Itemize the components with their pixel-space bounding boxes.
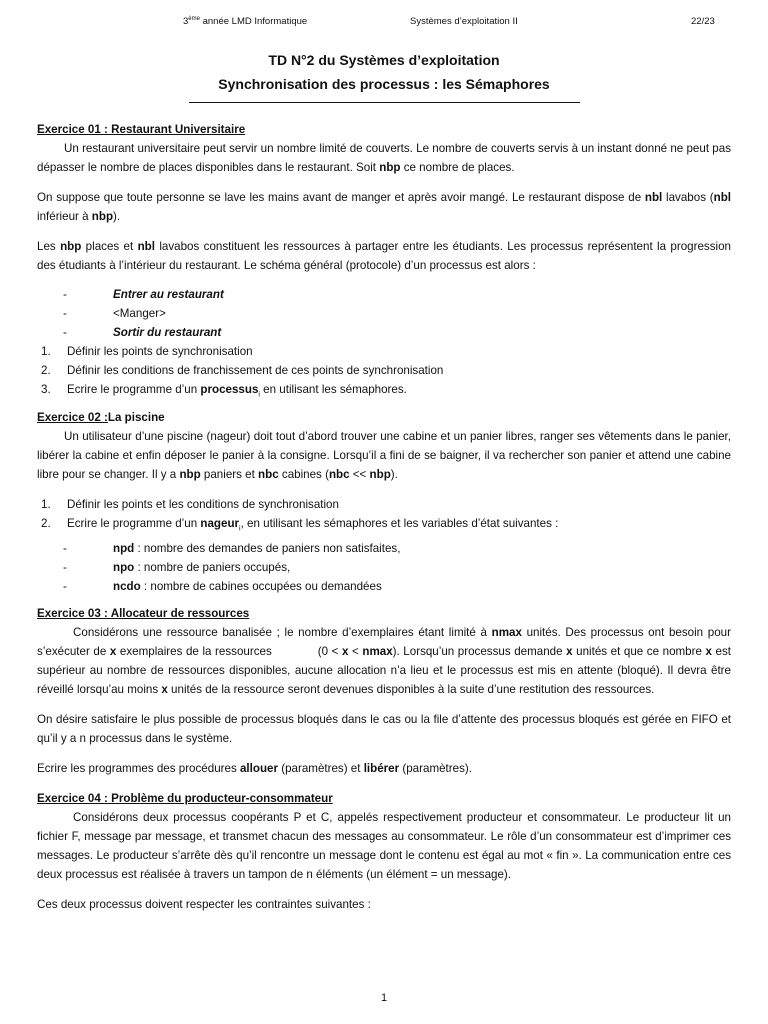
- header-year: 22/23: [691, 16, 715, 27]
- list-item: - npo : nombre de paniers occupés,: [63, 560, 291, 574]
- exercise-3-paragraph-2: On désire satisfaire le plus possible de processus bloqués dans le cas ou la file d’attente des processus bloqués est gérée en FIFO et qu’il y a n processus dans le système.: [37, 712, 731, 745]
- list-item: - ncdo : nombre de cabines occupées ou demandées: [63, 579, 382, 593]
- exercise-1-paragraph-3: Les nbp places et nbl lavabos constituent les ressources à partager entre les étudiants. Les processus représentent la progression des étudiants à l’intérieur du restaurant. Le schéma général (protocole) d’un processus est alors :: [37, 240, 731, 272]
- page-number: 1: [380, 992, 388, 1004]
- document-subtitle: Synchronisation des processus : les Sémaphores: [218, 76, 550, 92]
- list-item: - Sortir du restaurant: [63, 326, 222, 339]
- list-item: - <Manger>: [63, 307, 166, 320]
- list-item: - npd : nombre des demandes de paniers non satisfaites,: [63, 541, 401, 555]
- list-item: 2. Définir les conditions de franchissement de ces points de synchronisation: [41, 364, 444, 377]
- list-item: 1. Définir les points et les conditions de synchronisation: [41, 498, 339, 512]
- exercise-3-paragraph-1: Considérons une ressource banalisée ; le nombre d’exemplaires étant limité à nmax unités. Des processus ont besoin pour s’exécuter de x exemplaires de la ressources (0 < x < nmax). Lorsqu’un processus demande x unités et que ce nombre x est supérieur au nombre de ressources disponibles, aucune allocation n’a lieu et le processus est mis en attente (bloqué). Il devra être réveillé lorsqu’au moins x unités de la ressource seront devenues disponibles à la suite d’une restitution des ressources.: [37, 625, 732, 696]
- list-item: 3. Ecrire le programme d’un processus$_i$ en utilisant les sémaphores.: [41, 383, 407, 399]
- list-item: - Entrer au restaurant: [63, 288, 224, 301]
- document-body: [37, 120, 731, 914]
- header-course: 3ème année LMD Informatique: [183, 15, 308, 27]
- title-rule: [189, 102, 580, 103]
- list-item: 1. Définir les points de synchronisation: [41, 345, 253, 358]
- header-subject: Systèmes d’exploitation II: [410, 16, 518, 27]
- exercise-4-heading: Exercice 04 : Problème du producteur-consommateur: [37, 791, 333, 805]
- exercise-1-heading: Exercice 01 : Restaurant Universitaire: [37, 123, 246, 136]
- document-title: TD N°2 du Systèmes d’exploitation: [268, 52, 500, 68]
- exercise-2-questions: [37, 495, 731, 595]
- exercise-2-heading: Exercice 02 :La piscine: [37, 411, 165, 425]
- exercise-3-paragraph-3: Ecrire les programmes des procédures allouer (paramètres) et libérer (paramètres).: [37, 761, 472, 775]
- exercise-4-paragraph-2: Ces deux processus doivent respecter les contraintes suivantes :: [37, 897, 371, 911]
- list-item: 2. Ecrire le programme d’un nageur$_i$, en utilisant les sémaphores et les variables d’état suivantes :: [41, 517, 559, 533]
- exercise-1-questions: [37, 342, 731, 404]
- exercise-2-paragraph-1: Un utilisateur d’une piscine (nageur) doit tout d’abord trouver une cabine et un panier libres, ranger ses vêtements dans le panier, libérer la cabine et enfin déposer le panier à la consigne. Lorsqu’il a fini de se baigner, il va rechercher son panier et attend une cabine libre pour se changer. Il y a nbp paniers et nbc cabines (nbc << nbp).: [37, 430, 731, 482]
- exercise-1-paragraph-1: Un restaurant universitaire peut servir un nombre limité de couverts. Le nombre de couverts servis à un instant donné ne peut pas dépasser le nombre de places disponibles dans le restaurant. Soit nbp ce nombre de places.: [37, 142, 731, 174]
- exercise-1-paragraph-2: On suppose que toute personne se lave les mains avant de manger et après avoir mangé. Le restaurant dispose de nbl lavabos (nbl inférieur à nbp).: [37, 191, 731, 223]
- exercise-4-paragraph-1: Considérons deux processus coopérants P et C, appelés respectivement producteur et consommateur. Le producteur lit un fichier F, message par message, et transmet chacun des messages au consommateur. Le rôle d’un consommateur est d’imprimer ces messages. Le producteur s’arrête dès qu’il rencontre un message dont le contenu est égal au mot « fin ». La communication entre ces deux processus est réalisée à travers un tampon de n éléments (un élément = un message).: [37, 810, 731, 881]
- exercise-1-protocol-list: [37, 285, 731, 342]
- exercise-3-heading: Exercice 03 : Allocateur de ressources: [37, 606, 250, 620]
